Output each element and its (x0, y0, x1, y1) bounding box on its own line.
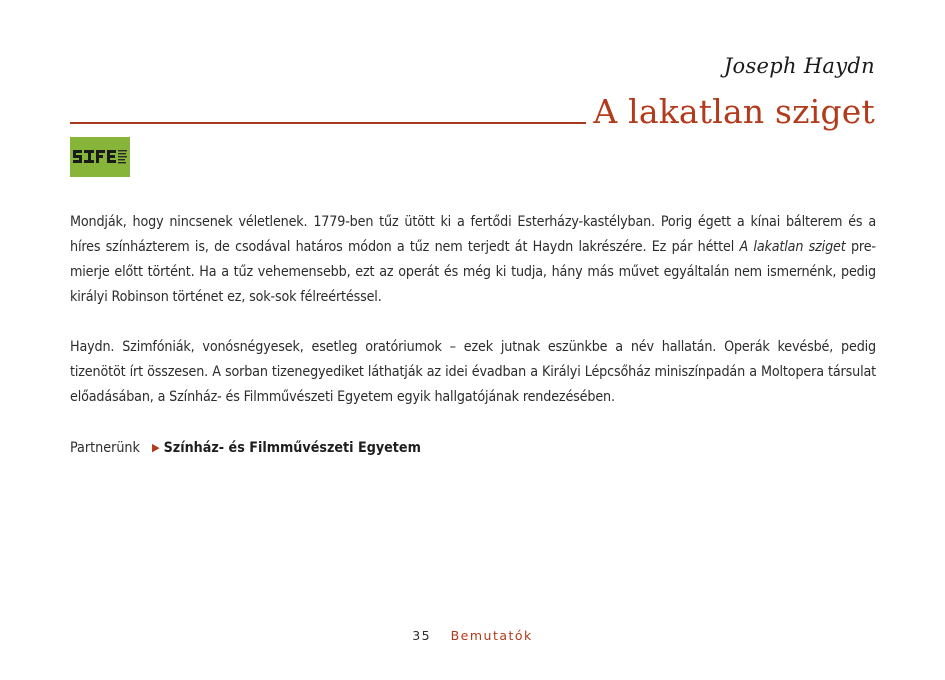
composer-name: Joseph Haydn (723, 54, 875, 78)
partner-link[interactable] (152, 440, 421, 456)
opera-title-italic: A lakatlan sziget (739, 239, 846, 255)
paragraph-history-part2: premierje előtt történt. Ha a tűz vehemensebb, ezt az operát és még ki tudja, hány más művet egyáltalán nem ismernénk, pedig királyi Robinson történet ez, sok-sok félreértéssel. (70, 239, 877, 305)
paragraph-history (70, 210, 876, 310)
paragraph-haydn: Haydn. Szimfóniák, vonósnégyesek, esetleg oratóriumok – ezek jutnak eszünkbe a név hallatán. Operák kevésbé, pedig tizenötöt írt összesen. A sorban tizenegyediket láthatják az idei évadban a Királyi Lépcsőház miniszínpadán a Moltopera társulat előadásában, a Színház- és Filmművészeti Egyetem egyik hallgatójának rendezésében. (70, 339, 876, 405)
page-title: A lakatlan sziget (593, 92, 875, 131)
partner-link-text: Színház- és Filmművészeti Egyetem (163, 440, 421, 456)
partner-label: Partnerünk (70, 440, 140, 456)
logo-graphic (70, 137, 130, 177)
paragraph-history-part1: Mondják, hogy nincsenek véletlenek. 1779-ben tűz ütött ki a fertődi Esterházy-kastélyban. Porig égett a kínai bálterem és a híres színházterem is, de csodával határos módon a tűz nem terjedt át Haydn lakrészére. Ez pár héttel (70, 214, 876, 255)
section-name: Bemutatók (450, 628, 533, 643)
page-number: 35 (412, 628, 432, 643)
title-row (70, 92, 875, 132)
title-divider (70, 122, 586, 124)
triangle-right-icon: ▶ (151, 441, 160, 454)
article-body (70, 210, 876, 461)
szfe-logo-icon (70, 137, 130, 177)
page-footer (0, 628, 945, 643)
partner-row (70, 435, 876, 461)
